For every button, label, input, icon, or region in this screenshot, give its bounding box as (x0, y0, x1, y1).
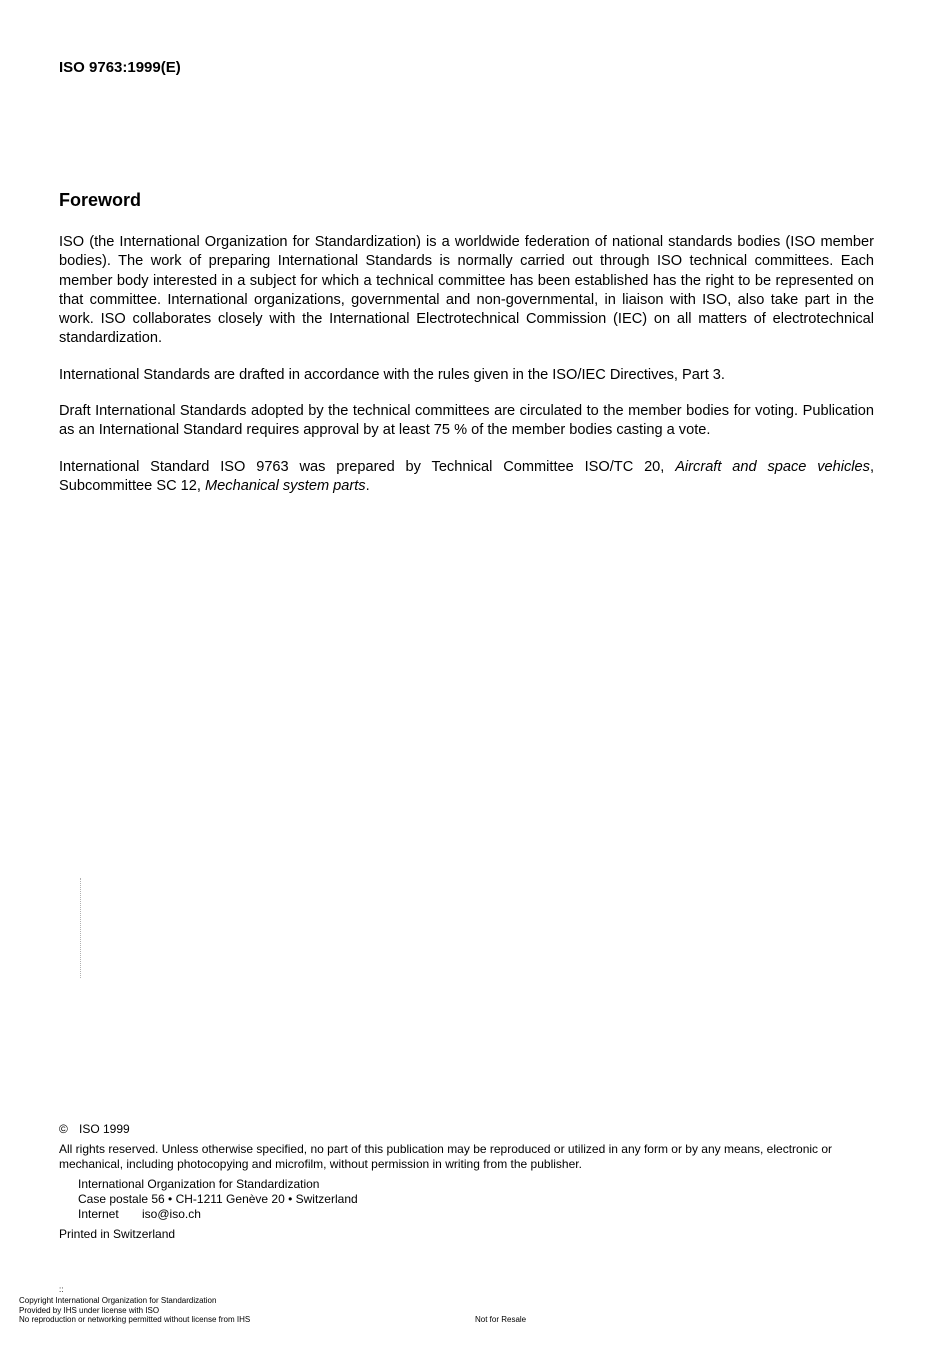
section-title: Foreword (59, 190, 142, 210)
rights-statement: All rights reserved. Unless otherwise specified, no part of this publication may be reproduced or utilized in any form or by any means, electronic or mechanical, including photocopying and microfilm, without permission in writing from the publisher. (59, 1142, 833, 1171)
copyright-block (59, 1122, 879, 1242)
footer-line-3: No reproduction or networking permitted without license from IHS (19, 1315, 251, 1324)
internet-label: Internet (78, 1207, 119, 1221)
footer-line-2: Provided by IHS under license with ISO (19, 1305, 160, 1315)
p4-suffix: . (365, 478, 370, 495)
sc-name: Mechanical system parts (205, 478, 366, 495)
postal-address: Case postale 56 • CH-1211 Genève 20 • Switzerland (78, 1192, 358, 1206)
publisher-address (78, 1177, 879, 1222)
tc-name: Aircraft and space vehicles (675, 459, 870, 475)
footer-not-for-resale: Not for Resale (475, 1315, 527, 1324)
copyright-icon: © (59, 1122, 68, 1136)
foreword-paragraph-4 (59, 458, 874, 497)
foreword-paragraph-2: International Standards are drafted in accordance with the rules given in the ISO/IEC Directives, Part 3. (59, 367, 725, 383)
foreword-paragraph-1: ISO (the International Organization for Standardization) is a worldwide federation of national standards bodies (ISO member bodies). The work of preparing International Standards is normally carried out through ISO technical committees. Each member body interested in a subject for which a technical committee has been established has the right to be represented on that committee. International organizations, governmental and non-governmental, in liaison with ISO, also take part in the work. ISO collaborates closely with the International Electrotechnical Commission (IEC) on all matters of electrotechnical standardization. (59, 234, 874, 347)
footer-line-1: Copyright International Organization for Standardization (19, 1296, 217, 1305)
footer-license-notice (19, 1296, 250, 1325)
p4-prefix: International Standard ISO 9763 was prepared by Technical Committee ISO/TC 20, (59, 459, 676, 475)
margin-tick-marks (80, 878, 83, 978)
internet-line (78, 1207, 879, 1222)
foreword-paragraph-3: Draft International Standards adopted by the technical committees are circulated to the member bodies for voting. Publication as an International Standard requires approval by at least 75 % of the member bodies casting a vote. (59, 403, 874, 439)
printed-in: Printed in Switzerland (59, 1227, 176, 1241)
publisher-name: International Organization for Standardization (78, 1177, 320, 1191)
copyright-year: ISO 1999 (79, 1122, 130, 1136)
footer-mark: :: (59, 1285, 64, 1294)
document-id: ISO 9763:1999(E) (59, 59, 181, 76)
copyright-line (59, 1122, 879, 1137)
p4-mid: , Subcommittee SC 12, (59, 459, 875, 495)
internet-email: iso@iso.ch (142, 1207, 201, 1221)
